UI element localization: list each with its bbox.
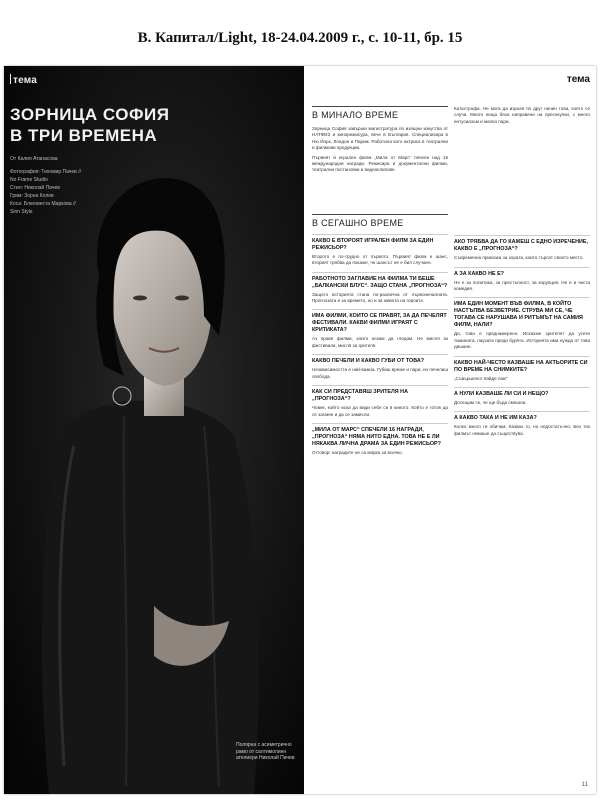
interview-question: ИМА ФИЛМИ, КОИТО СЕ ПРАВЯТ, ЗА ДА ПЕЧЕЛЯТ ФЕСТИВАЛИ. КАКВИ ФИЛМИ ИГРАЯТ С КРИТИКАТА?: [312, 309, 448, 334]
credit-line: Sinn Style: [10, 209, 33, 215]
credit-line: Коса: Благовеста Маркова //: [10, 201, 76, 207]
article-title: [10, 104, 210, 146]
interview-answer: Второто е по-трудно от първото. Първият филм е шанс, вторият трябва да покаже, че шансът не е бил случаен.: [312, 253, 448, 266]
interview-answer: Досещам се, че ще бъда смешна.: [454, 400, 527, 406]
section-label: тема: [566, 74, 590, 85]
interview-question: ИМА ЕДИН МОМЕНТ ВЪВ ФИЛМА, В КОЙТО НАСТЪПВА БЕЗВЕТРИЕ. СТРУВА МИ СЕ, ЧЕ ТОГАВА СЕ НАРУШАВА И РИТЪМЪТ НА САМИЯ ФИЛМ, НАЛИ?: [454, 297, 590, 329]
interview-answer: Съвременна приказка за хората, които търсят своето място.: [454, 255, 584, 261]
interview-question: А ЗА КАКВО НЕ Е?: [454, 267, 590, 278]
text-column-2: [454, 106, 590, 440]
interview-answer: Не е за политика, за престъпност, за корупция. Не е и чиста комедия.: [454, 279, 590, 292]
paragraph: Катастрофа. Не мога да изразя по друг начин това, което се случи. Много неща бяха направени на пресекулки, с много ентусиазъм и малко пари.: [454, 106, 590, 124]
section-heading-present: В СЕГАШНО ВРЕМЕ: [312, 214, 448, 228]
author-line: От Калия Атанасова: [10, 156, 58, 162]
citation-header: В. Капитал/Light, 18-24.04.2009 г., с. 10-11, бр. 15: [137, 30, 463, 46]
interview-question: КАКВО ПЕЧЕЛИ И КАКВО ГУБИ ОТ ТОВА?: [312, 354, 448, 365]
interview-question: АКО ТРЯБВА ДА ГО КАЖЕШ С ЕДНО ИЗРЕЧЕНИЕ, КАКВО Е „ПРОГНОЗА“?: [454, 235, 590, 253]
credit-line: Фотография: Тихомир Пачев //: [10, 169, 81, 175]
interview-question: РАБОТНОТО ЗАГЛАВИЕ НА ФИЛМА ТИ БЕШЕ „БАЛКАНСКИ БЛУС“. ЗАЩО СТАНА „ПРОГНОЗА“?: [312, 272, 448, 290]
credit-line: Стил: Николай Пачев: [10, 185, 60, 191]
text-column-1: [312, 106, 448, 459]
interview-question: КАК СИ ПРЕДСТАВЯШ ЗРИТЕЛЯ НА „ПРОГНОЗА“?: [312, 385, 448, 403]
photo-credits: [10, 156, 120, 217]
left-page: [4, 66, 304, 794]
paragraph: Първият ѝ игрален филм „Мила от Марс“ печели над 16 международни награди. Режисира и документални филми, театрални постановки и видеоклипове.: [312, 154, 448, 173]
interview-question: А КАКВО ТАКА И НЕ ИМ КАЗА?: [454, 411, 590, 422]
interview-answer: Колко много ги обичам. Казвах го, но недостатъчно. Без тях филмът нямаше да съществува.: [454, 424, 590, 436]
section-heading-past: В МИНАЛО ВРЕМЕ: [312, 106, 448, 120]
section-label: тема: [10, 74, 37, 86]
interview-question: „МИЛА ОТ МАРС“ СПЕЧЕЛИ 16 НАГРАДИ, „ПРОГНОЗА“ НЯМА НИТО ЕДНА. ТОВА НЕ Е ЛИ НЯКАКВА ЛИЧНА ДРАМА ЗА ЕДИН РЕЖИСЬОР?: [312, 423, 448, 448]
paragraph: Зорница София завърши магистратура по изящни изкуства от НАТФИЗ и кинорежисура, вече в България. Специализира в Ню Йорк, Лондон и Париж. Работила като актриса в театрални и филмови продукции.: [312, 126, 448, 151]
credit-line: Грим: Зорна Колев: [10, 193, 54, 199]
interview-answer: Да, това е преднамерено. Искахме зрителят да усети тишината, паузата преди бурята. Историята има нужда от това дишане.: [454, 331, 590, 350]
interview-answer: Независимостта е най-важна. Губиш време и пари, но печелиш свобода.: [312, 367, 448, 379]
interview-answer: Защото историята стана по-различна от първоначалната. Прогнозата е за времето, но и за живота на героите.: [312, 291, 448, 304]
page-number: 11: [581, 782, 588, 788]
photo-caption: Полярна с асиметрично рамо от салтимолинн ателиери Николай Пачев: [236, 742, 295, 761]
right-page: [304, 66, 596, 794]
interview-answer: Отговор: наградите не са мярка за всичко.: [312, 449, 403, 455]
interview-question: А НУЛИ КАЗВАШЕ ЛИ СИ И НЕЩО?: [454, 387, 590, 398]
magazine-spread: [4, 66, 596, 794]
interview-question: КАКВО НАЙ-ЧЕСТО КАЗВАШЕ НА АКТЬОРИТЕ СИ ПО ВРЕМЕ НА СНИМКИТЕ?: [454, 356, 590, 374]
credit-line: No Frame Studio: [10, 177, 48, 183]
interview-answer: Човек, който иска да види себе си в киното. Който е готов да се засмее и да се замисли.: [312, 405, 448, 417]
interview-answer: Аз правя филми, които искам да гледам. Не мисля за фестивали, мисля за зрителя.: [312, 336, 448, 348]
title-line-1: ЗОРНИЦА СОФИЯ: [10, 105, 170, 124]
title-line-2: В ТРИ ВРЕМЕНА: [10, 126, 158, 145]
interview-question: КАКВО Е ВТОРОЯТ ИГРАЛЕН ФИЛМ ЗА ЕДИН РЕЖИСЬОР?: [312, 234, 448, 252]
interview-answer: „Съвършено! Хайде пак!“: [454, 375, 508, 381]
